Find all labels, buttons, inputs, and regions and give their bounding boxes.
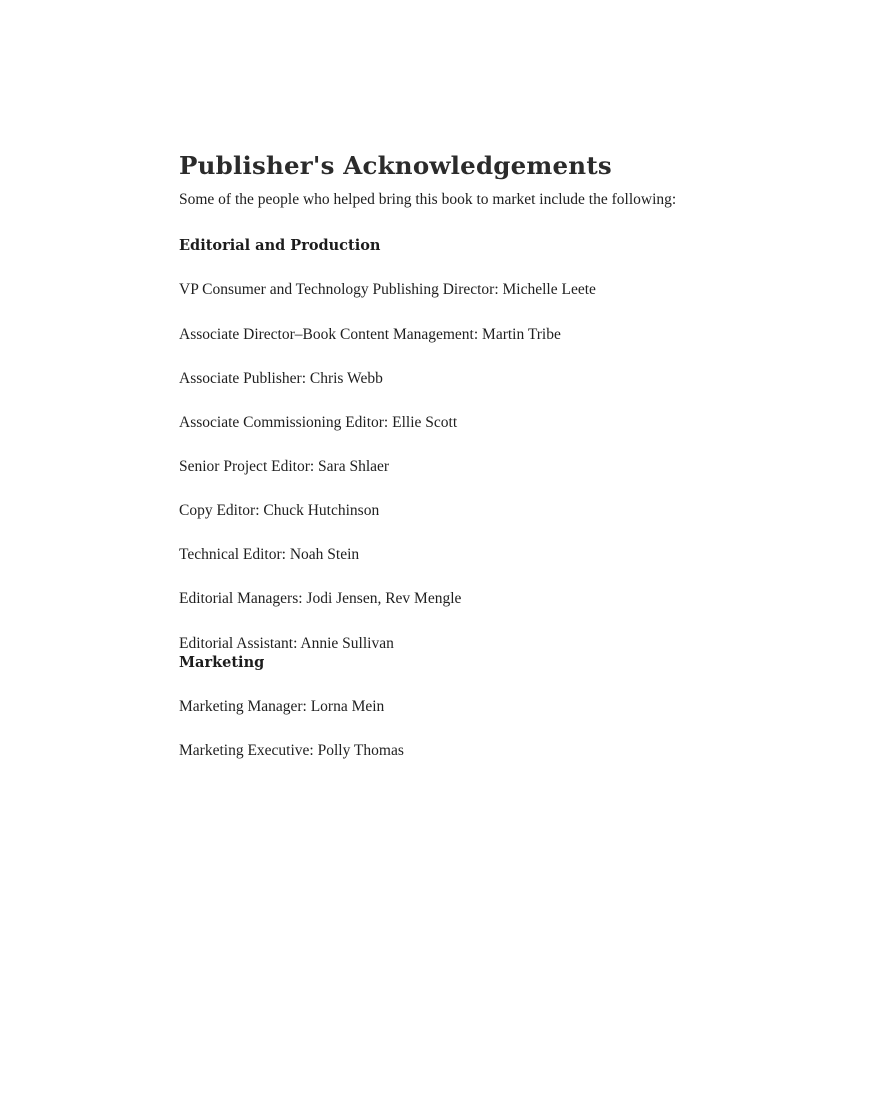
credit-line: Marketing Manager: Lorna Mein [179,698,385,716]
section-editorial-and-production [179,237,779,654]
credit-line: Marketing Executive: Polly Thomas [179,742,404,760]
intro-paragraph: Some of the people who helped bring this book to market include the following: [179,191,677,209]
section-heading-marketing: Marketing [179,653,265,671]
credit-line: Technical Editor: Noah Stein [179,546,360,564]
credit-line: Editorial Managers: Jodi Jensen, Rev Mengle [179,590,462,608]
section-marketing [179,654,779,762]
credit-line: Editorial Assistant: Annie Sullivan [179,634,394,652]
credit-line: Associate Commissioning Editor: Ellie Scott [179,413,458,431]
credit-line: Senior Project Editor: Sara Shlaer [179,458,390,476]
credit-line: Associate Director–Book Content Management: Martin Tribe [179,325,561,343]
page-content [179,152,779,761]
credit-line: VP Consumer and Technology Publishing Director: Michelle Leete [179,281,596,299]
page-title: Publisher's Acknowledgements [179,151,612,180]
credit-line: Copy Editor: Chuck Hutchinson [179,502,380,520]
section-heading-editorial-and-production: Editorial and Production [179,237,381,255]
credit-line: Associate Publisher: Chris Webb [179,369,383,387]
